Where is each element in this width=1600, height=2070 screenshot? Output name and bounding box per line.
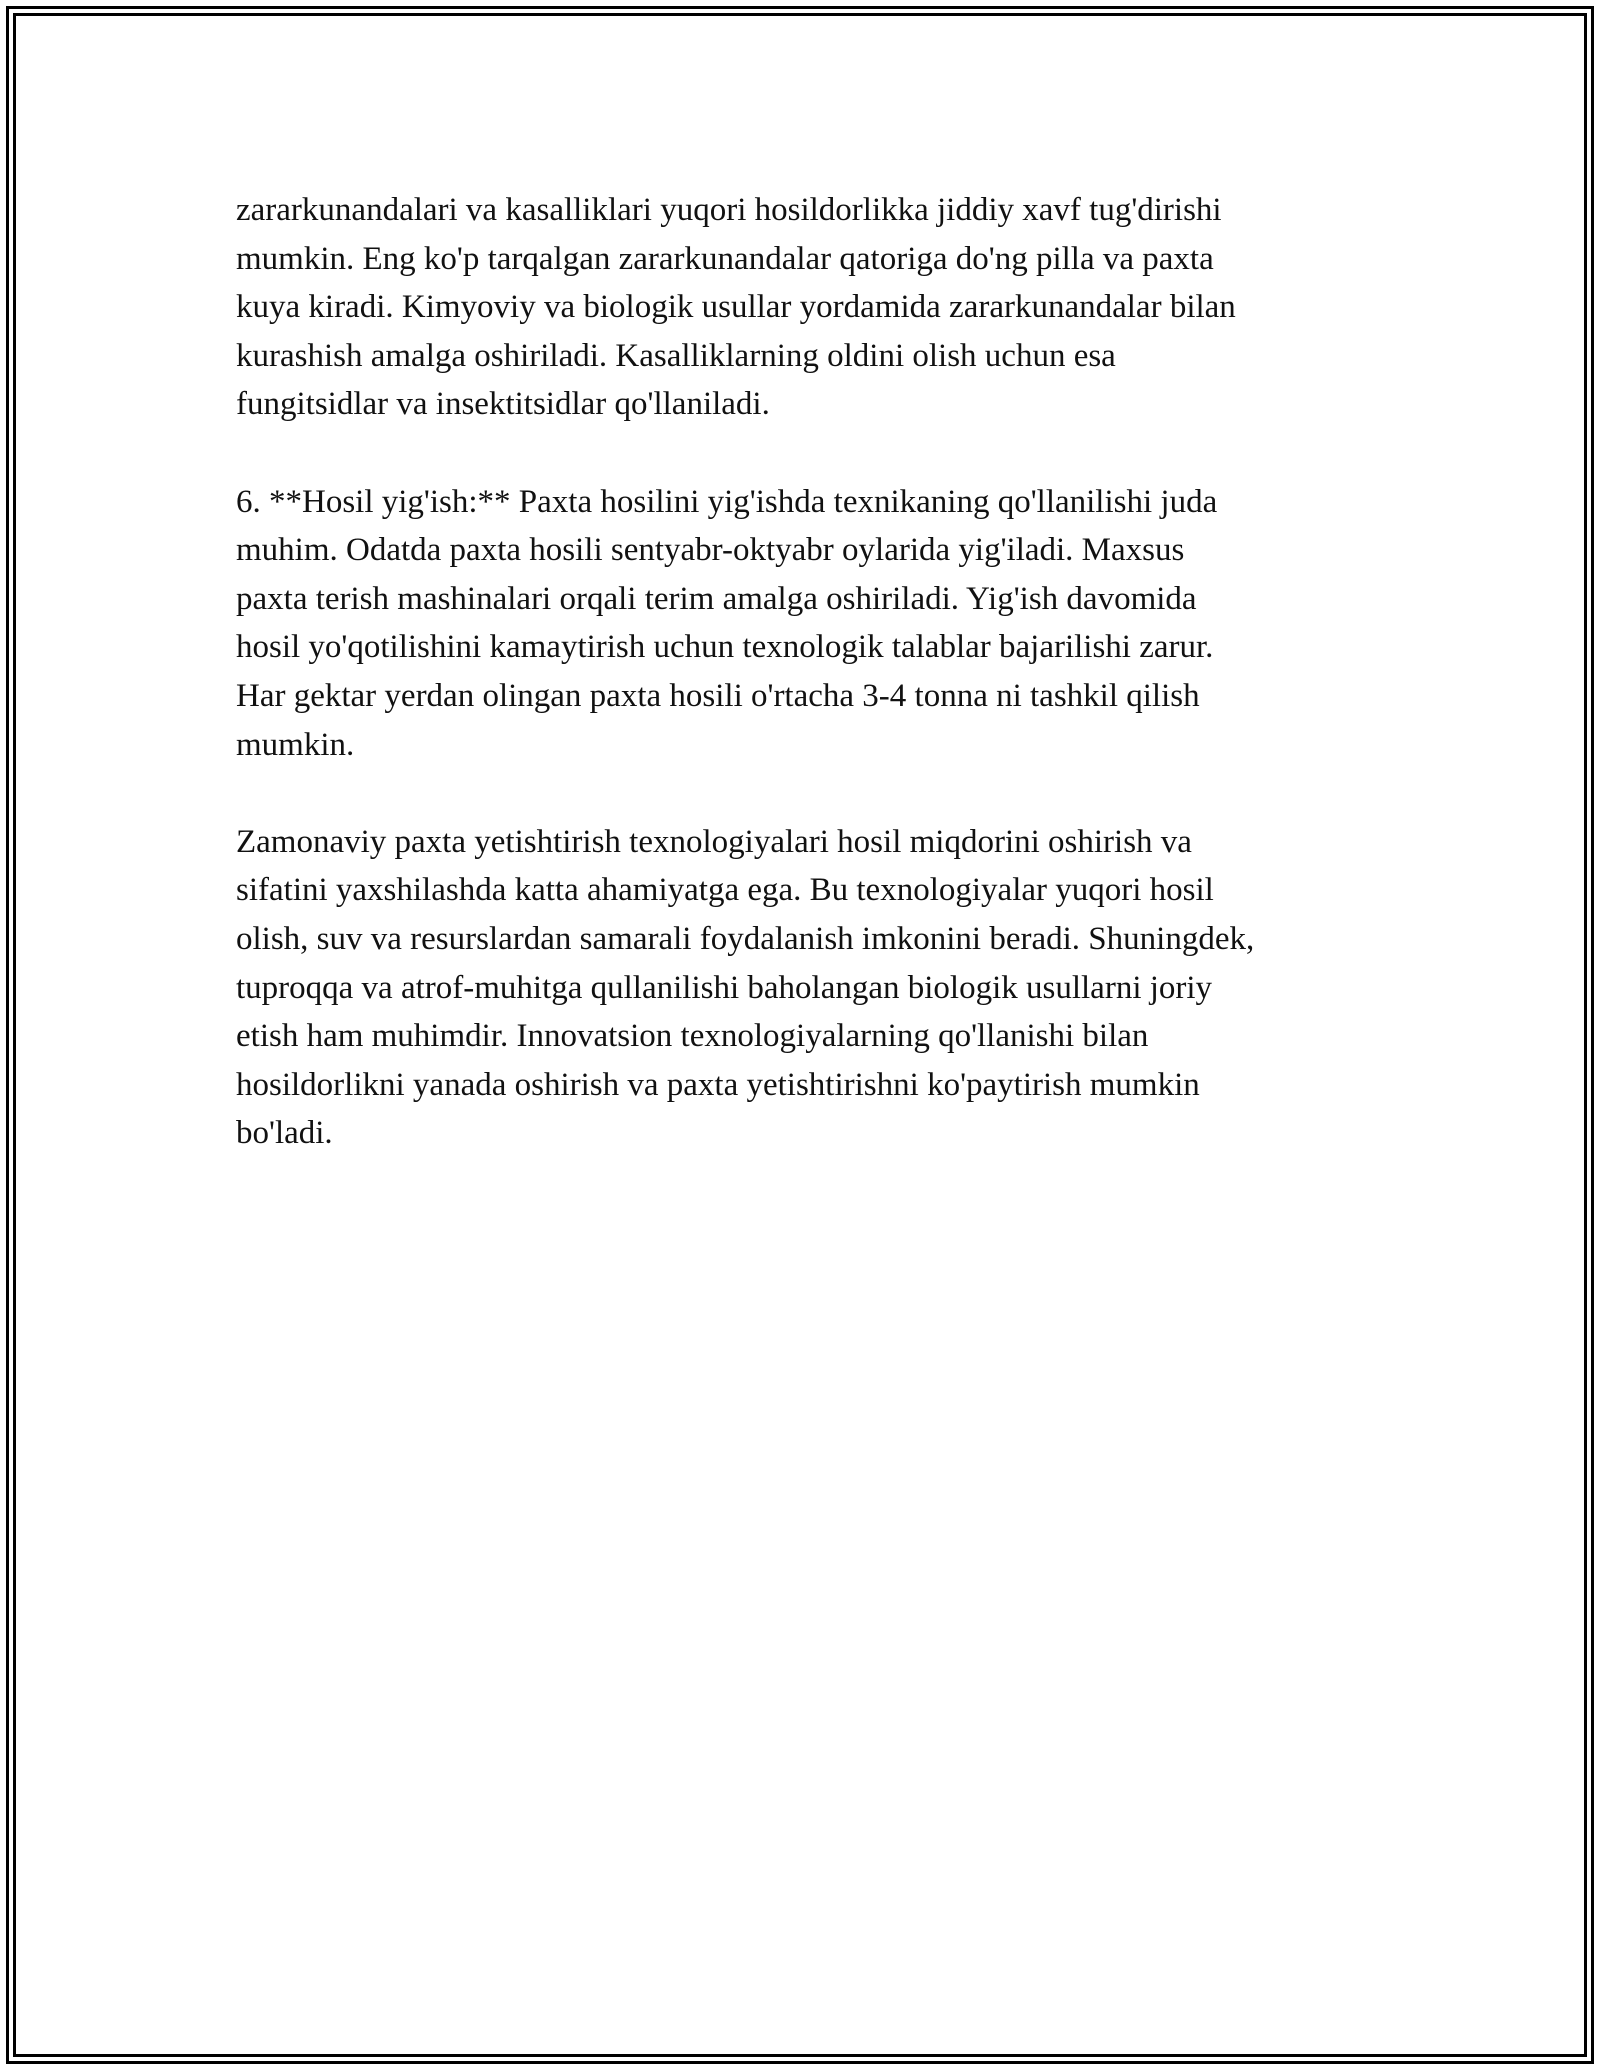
- text-line: bo'ladi.: [236, 1115, 333, 1152]
- text-line: kuya kiradi. Kimyoviy va biologik usullar yordamida zararkunandalar bilan: [236, 289, 1236, 326]
- paragraph-harvesting: [236, 478, 1396, 770]
- text-line: fungitsidlar va insektitsidlar qo'llaniladi.: [236, 386, 770, 423]
- text-line: kurashish amalga oshiriladi. Kasalliklarning oldini olish uchun esa: [236, 337, 1116, 374]
- text-line: tuproqqa va atrof-muhitga qullanilishi baholangan biologik usullarni joriy: [236, 969, 1213, 1006]
- text-line: hosildorlikni yanada oshirish va paxta yetishtirishni ko'paytirish mumkin: [236, 1066, 1200, 1103]
- paragraph-conclusion: [236, 818, 1396, 1158]
- text-line: zararkunandalari va kasalliklari yuqori hosildorlikka jiddiy xavf tug'dirishi: [236, 192, 1222, 228]
- text-line: olish, suv va resurslardan samarali foydalanish imkonini beradi. Shuningdek,: [236, 920, 1255, 957]
- text-line: Zamonaviy paxta yetishtirish texnologiyalari hosil miqdorini oshirish va: [236, 823, 1192, 860]
- text-line: Har gektar yerdan olingan paxta hosili o'rtacha 3-4 tonna ni tashkil qilish: [236, 677, 1200, 714]
- document-body: [236, 186, 1396, 1206]
- text-line: mumkin.: [236, 726, 355, 763]
- paragraph-pest-control: [236, 186, 1396, 429]
- text-line: 6. **Hosil yig'ish:** Paxta hosilini yig'ishda texnikaning qo'llanilishi juda: [236, 483, 1218, 520]
- text-line: etish ham muhimdir. Innovatsion texnologiyalarning qo'llanishi bilan: [236, 1018, 1149, 1055]
- text-line: sifatini yaxshilashda katta ahamiyatga ega. Bu texnologiyalar yuqori hosil: [236, 872, 1214, 909]
- text-line: paxta terish mashinalari orqali terim amalga oshiriladi. Yig'ish davomida: [236, 580, 1197, 617]
- text-line: hosil yo'qotilishini kamaytirish uchun texnologik talablar bajarilishi zarur.: [236, 629, 1214, 666]
- text-line: muhim. Odatda paxta hosili sentyabr-oktyabr oylarida yig'iladi. Maxsus: [236, 532, 1185, 569]
- text-line: mumkin. Eng ko'p tarqalgan zararkunandalar qatoriga do'ng pilla va paxta: [236, 240, 1214, 277]
